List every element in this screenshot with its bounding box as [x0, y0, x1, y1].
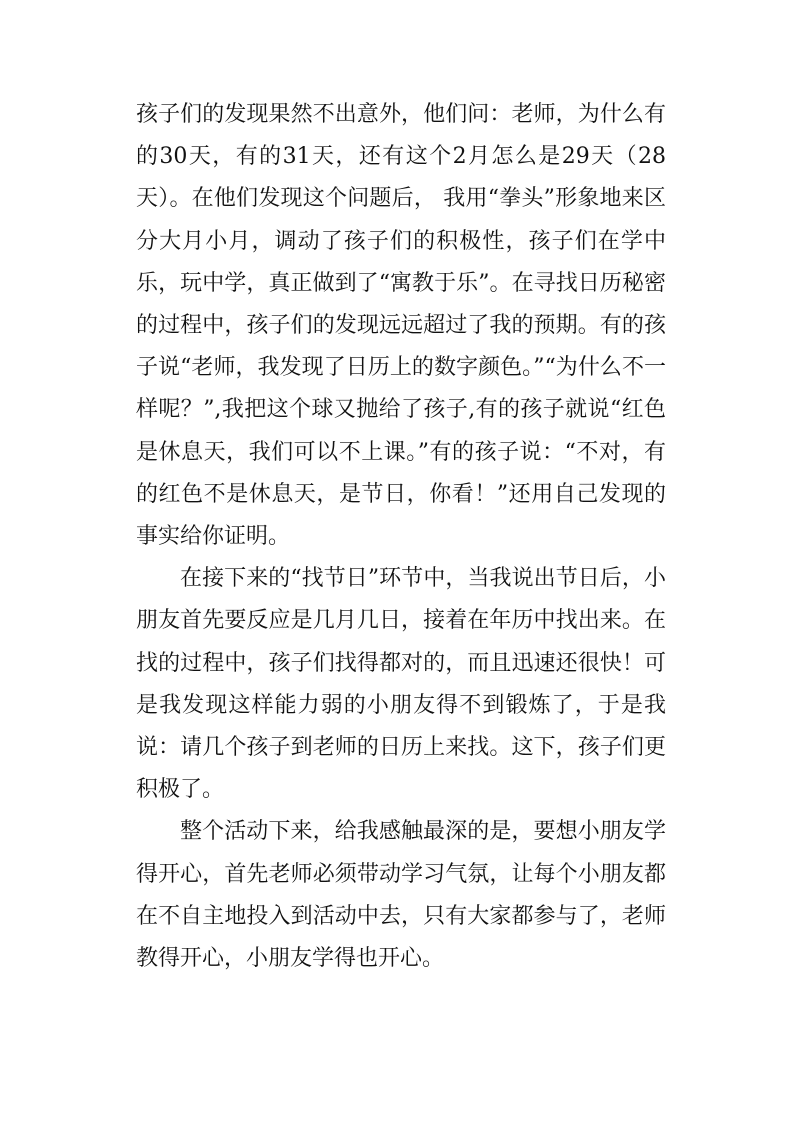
- document-body: [136, 94, 666, 980]
- paragraph-1: 孩子们的发现果然不出意外，他们问：老师，为什么有的30天，有的31天，还有这个2月怎么是29天（28天）。在他们发现这个问题后， 我用“拳头”形象地来区分大月小月，调动了孩子们的积极性，孩子们在学中乐，玩中学，真正做到了“寓教于乐”。在寻找日历秘密的过程中，孩子们的发现远远超过了我的预期。有的孩子说“老师，我发现了日历上的数字颜色。”“为什么不一样呢？”,我把这个球又抛给了孩子,有的孩子就说“红色是休息天，我们可以不上课。”有的孩子说：“不对，有的红色不是休息天，是节日，你看！”还用自己发现的事实给你证明。: [136, 102, 666, 550]
- paragraph-3: 整个活动下来，给我感触最深的是，要想小朋友学得开心，首先老师必须带动学习气氛，让每个小朋友都在不自主地投入到活动中去，只有大家都参与了，老师教得开心，小朋友学得也开心。: [136, 819, 666, 972]
- paragraph-2: 在接下来的“找节日”环节中，当我说出节日后，小朋友首先要反应是几月几日，接着在年历中找出来。在找的过程中，孩子们找得都对的，而且迅速还很快！可是我发现这样能力弱的小朋友得不到锻炼了，于是我说：请几个孩子到老师的日历上来找。这下，孩子们更积极了。: [136, 566, 666, 803]
